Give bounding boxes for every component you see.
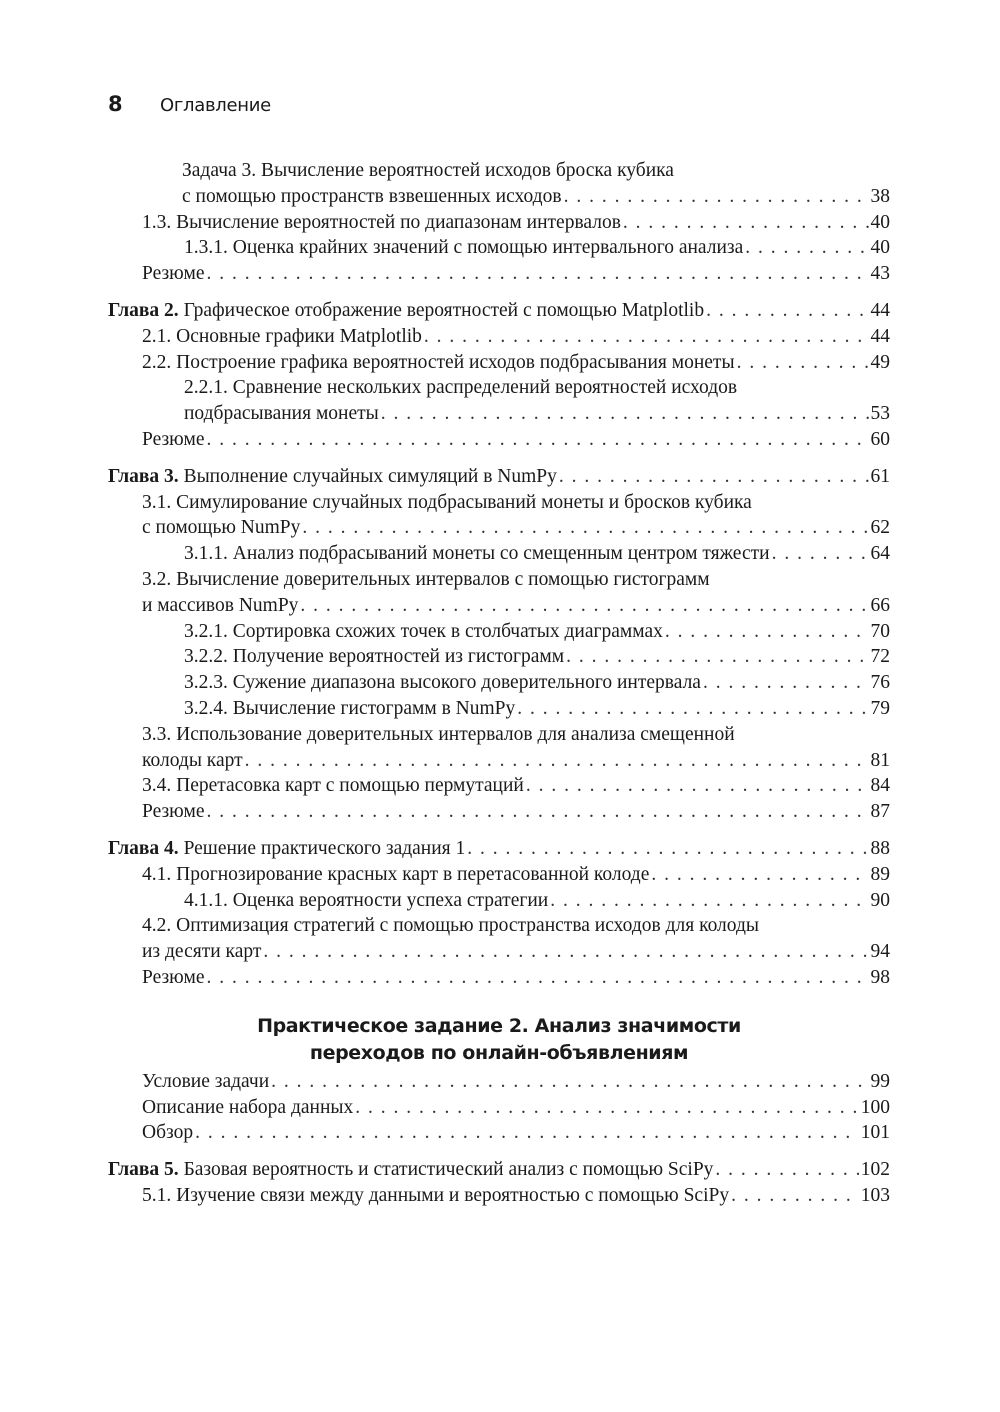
page-ref: 40 <box>870 237 890 259</box>
toc-entry-2-2-1-line1[interactable]: 2.2.1. Сравнение нескольких распределений вероятностей исходов <box>184 377 738 399</box>
dot-leader <box>271 1069 868 1095</box>
page-ref: 44 <box>870 325 890 347</box>
dot-leader <box>467 836 868 862</box>
toc-entry-3-2-2[interactable]: 3.2.2. Получение вероятностей из гистограмм . . . 72 <box>108 644 890 670</box>
dot-leader <box>517 696 868 722</box>
toc-entry-3-1[interactable]: с помощью NumPy . . . 62 <box>108 515 890 541</box>
page-ref: 79 <box>870 697 890 719</box>
dot-leader <box>355 1095 859 1121</box>
page-ref: 81 <box>870 749 890 771</box>
toc-entry-3-2-line1[interactable]: 3.2. Вычисление доверительных интервалов с помощью гистограмм <box>142 568 710 590</box>
page-ref: 103 <box>860 1184 890 1206</box>
chapter-title: Базовая вероятность и статистический анализ с помощью SciPy <box>183 1159 714 1181</box>
chapter-title: Выполнение случайных симуляций в NumPy <box>183 465 557 487</box>
page-ref: 53 <box>870 403 890 425</box>
toc-entry-summary-3[interactable]: Резюме . . . 87 <box>108 799 890 825</box>
dot-leader <box>772 541 869 567</box>
dot-leader <box>302 515 868 541</box>
toc-entry-2-2-1[interactable]: подбрасывания монеты . . . 53 <box>108 401 890 427</box>
chapter-title: Решение практического задания 1 <box>183 837 466 859</box>
page-ref: 66 <box>870 594 890 616</box>
toc-entry-3-2-3[interactable]: 3.2.3. Сужение диапазона высокого доверительного интервала . . . 76 <box>108 670 890 696</box>
toc-chapter-3[interactable] <box>108 464 890 490</box>
part-2-title: Практическое задание 2. Анализ значимости переходов по онлайн-объявлениям <box>257 1014 741 1064</box>
dot-leader <box>195 1120 859 1146</box>
toc-entry-3-1-1[interactable]: 3.1.1. Анализ подбрасываний монеты со смещенным центром тяжести . . . 64 <box>108 541 890 567</box>
dot-leader <box>737 350 869 376</box>
dot-leader <box>665 619 869 645</box>
dot-leader <box>745 235 868 261</box>
dot-leader <box>245 748 869 774</box>
toc-entry-summary-4[interactable]: Резюме . . . 98 <box>108 965 890 991</box>
table-of-contents <box>108 158 890 1209</box>
page-ref: 64 <box>870 543 890 565</box>
toc-entry-overview[interactable]: Обзор . . . 101 <box>108 1120 890 1146</box>
dot-leader <box>564 184 869 210</box>
page-ref: 102 <box>860 1159 890 1181</box>
page-ref: 43 <box>870 263 890 285</box>
toc-entry-task-conditions[interactable]: Условие задачи . . . 99 <box>108 1069 890 1095</box>
toc-entry-4-1-1[interactable]: 4.1.1. Оценка вероятности успеха стратегии . . . 90 <box>108 888 890 914</box>
toc-entry-3-4[interactable]: 3.4. Перетасовка карт с помощью пермутаций . . . 84 <box>108 773 890 799</box>
dot-leader <box>651 862 868 888</box>
running-title: Оглавление <box>160 95 271 116</box>
page-ref: 72 <box>870 646 890 668</box>
toc-entry-task3-line1[interactable]: Задача 3. Вычисление вероятностей исходов броска кубика <box>182 160 674 181</box>
toc-entry-3-2-1[interactable]: 3.2.1. Сортировка схожих точек в столбчатых диаграммах . . . 70 <box>108 619 890 645</box>
dot-leader <box>550 888 868 914</box>
page-ref: 61 <box>870 465 890 487</box>
toc-entry-1-3[interactable]: 1.3. Вычисление вероятностей по диапазонам интервалов . . . 40 <box>108 210 890 236</box>
page-ref: 60 <box>870 428 890 450</box>
page-ref: 70 <box>870 620 890 642</box>
dot-leader <box>703 670 869 696</box>
page-ref: 99 <box>870 1070 890 1092</box>
page-header <box>108 92 271 116</box>
chapter-title: Графическое отображение вероятностей с помощью Matplotlib <box>183 299 705 321</box>
dot-leader <box>207 261 869 287</box>
page-ref: 49 <box>870 351 890 373</box>
dot-leader <box>207 965 869 991</box>
page-number: 8 <box>108 92 123 116</box>
page-ref: 89 <box>870 863 890 885</box>
page-ref: 94 <box>870 941 890 963</box>
toc-entry-5-1[interactable]: 5.1. Изучение связи между данными и вероятностью с помощью SciPy . . . 103 <box>108 1183 890 1209</box>
toc-entry-dataset-description[interactable]: Описание набора данных . . . 100 <box>108 1095 890 1121</box>
toc-entry-4-1[interactable]: 4.1. Прогнозирование красных карт в перетасованной колоде . . . 89 <box>108 862 890 888</box>
dot-leader <box>731 1183 859 1209</box>
dot-leader <box>207 427 869 453</box>
toc-chapter-4[interactable] <box>108 836 890 862</box>
toc-chapter-2[interactable] <box>108 298 890 324</box>
page-ref: 90 <box>870 889 890 911</box>
page-ref: 87 <box>870 801 890 823</box>
dot-leader <box>566 644 868 670</box>
page-ref: 44 <box>870 299 890 321</box>
dot-leader <box>381 401 869 427</box>
page-ref: 101 <box>860 1122 890 1144</box>
toc-entry-3-2[interactable]: и массивов NumPy . . . 66 <box>108 593 890 619</box>
dot-leader <box>715 1157 858 1183</box>
toc-entry-2-2[interactable]: 2.2. Построение графика вероятностей исходов подбрасывания монеты . . . 49 <box>108 350 890 376</box>
dot-leader <box>706 298 868 324</box>
dot-leader <box>526 773 869 799</box>
page-ref: 62 <box>870 517 890 539</box>
chapter-label: Глава 3. <box>108 465 179 487</box>
chapter-label: Глава 2. <box>108 299 179 321</box>
dot-leader <box>623 210 869 236</box>
toc-entry-summary-2[interactable]: Резюме . . . 60 <box>108 427 890 453</box>
page-ref: 98 <box>870 966 890 988</box>
page-ref: 38 <box>870 185 890 207</box>
toc-entry-4-2[interactable]: из десяти карт . . . 94 <box>108 939 890 965</box>
toc-entry-2-1[interactable]: 2.1. Основные графики Matplotlib . . . 44 <box>108 324 890 350</box>
chapter-label: Глава 5. <box>108 1159 179 1181</box>
toc-entry-3-1-line1[interactable]: 3.1. Симулирование случайных подбрасываний монеты и бросков кубика <box>142 491 752 513</box>
dot-leader <box>300 593 868 619</box>
toc-entry-summary-1[interactable]: Резюме . . . 43 <box>108 261 890 287</box>
chapter-label: Глава 4. <box>108 837 179 859</box>
toc-entry-task3[interactable]: с помощью пространств взвешенных исходов . . . 38 <box>108 184 890 210</box>
page-ref: 76 <box>870 672 890 694</box>
page-ref: 84 <box>870 775 890 797</box>
toc-entry-3-3[interactable]: колоды карт . . . 81 <box>108 748 890 774</box>
toc-entry-1-3-1[interactable]: 1.3.1. Оценка крайних значений с помощью интервального анализа . . . 40 <box>108 235 890 261</box>
toc-entry-3-3-line1[interactable]: 3.3. Использование доверительных интервалов для анализа смещенной <box>142 723 735 745</box>
toc-chapter-5[interactable] <box>108 1157 890 1183</box>
toc-entry-4-2-line1[interactable]: 4.2. Оптимизация стратегий с помощью пространства исходов для колоды <box>142 915 760 937</box>
dot-leader <box>263 939 868 965</box>
dot-leader <box>207 799 869 825</box>
page-ref: 88 <box>870 837 890 859</box>
toc-entry-3-2-4[interactable]: 3.2.4. Вычисление гистограмм в NumPy . . . 79 <box>108 696 890 722</box>
page-ref: 100 <box>860 1096 890 1118</box>
dot-leader <box>559 464 869 490</box>
page-ref: 40 <box>870 211 890 233</box>
dot-leader <box>424 324 869 350</box>
